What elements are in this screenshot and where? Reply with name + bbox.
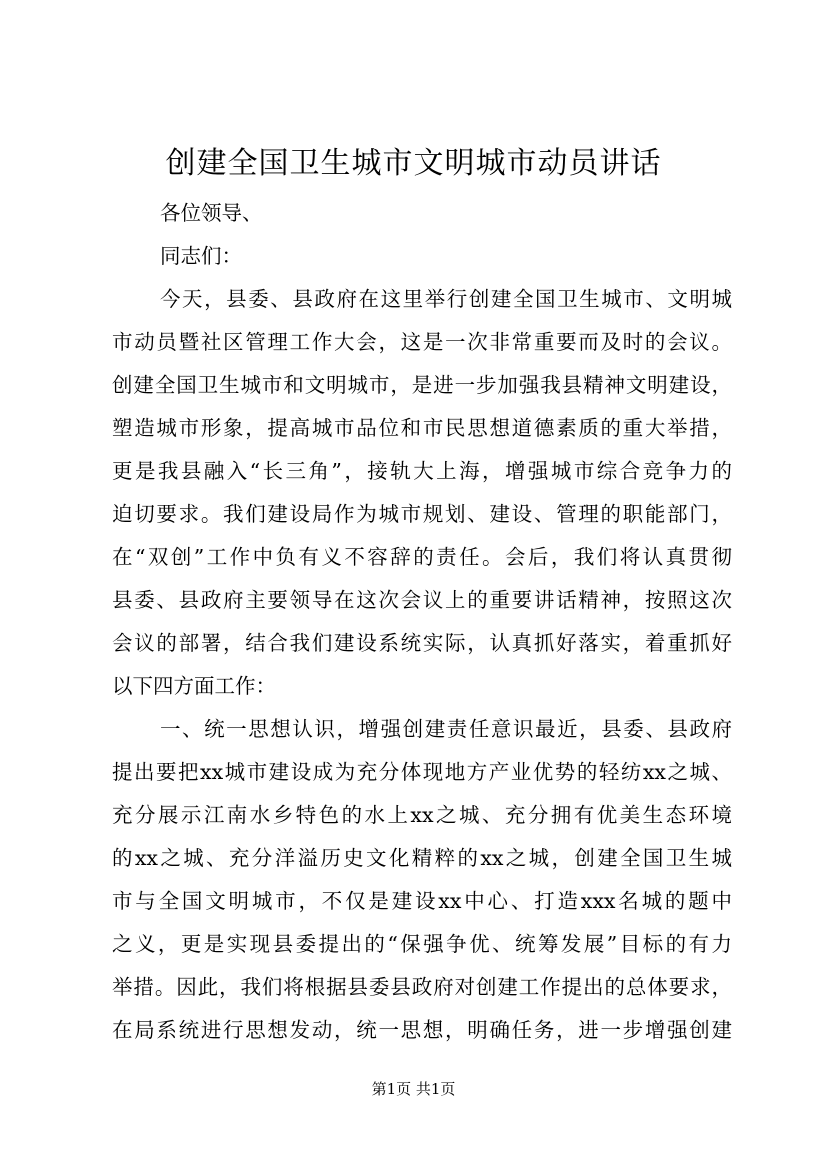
paragraph-line: 的xx之城、充分洋溢历史文化精粹的xx之城，创建全国卫生城 (112, 846, 732, 870)
paragraph-line: 在“双创”工作中负有义不容辞的责任。会后，我们将认真贯彻 (112, 545, 732, 569)
paragraph-line: 在局系统进行思想发动，统一思想，明确任务，进一步增强创建 (112, 1018, 732, 1042)
salutation-leaders: 各位领导、 (160, 201, 263, 225)
paragraph-line: 举措。因此，我们将根据县委县政府对创建工作提出的总体要求， (112, 975, 732, 999)
paragraph-line: 创建全国卫生城市和文明城市，是进一步加强我县精神文明建设， (112, 373, 732, 397)
document-title: 创建全国卫生城市文明城市动员讲话 (165, 146, 662, 181)
paragraph-line: 迫切要求。我们建设局作为城市规划、建设、管理的职能部门， (112, 502, 732, 526)
paragraph-line: 会议的部署，结合我们建设系统实际，认真抓好落实，着重抓好 (112, 631, 732, 655)
page-number-footer: 第1页 共1页 (371, 1080, 456, 1098)
salutation-comrades: 同志们： (160, 244, 242, 268)
paragraph-line: 以下四方面工作： (112, 674, 276, 698)
paragraph-line: 市与全国文明城市，不仅是建设xx中心、打造xxx名城的题中 (112, 889, 732, 913)
paragraph-line: 一、统一思想认识，增强创建责任意识最近，县委、县政府 (160, 717, 732, 741)
paragraph-line: 今天，县委、县政府在这里举行创建全国卫生城市、文明城 (160, 287, 732, 311)
paragraph-line: 提出要把xx城市建设成为充分体现地方产业优势的轻纺xx之城、 (112, 760, 732, 784)
paragraph-line: 更是我县融入“长三角”，接轨大上海，增强城市综合竞争力的 (112, 459, 732, 483)
paragraph-line: 之义，更是实现县委提出的“保强争优、统筹发展”目标的有力 (112, 932, 732, 956)
paragraph-line: 市动员暨社区管理工作大会，这是一次非常重要而及时的会议。 (112, 330, 732, 354)
paragraph-line: 县委、县政府主要领导在这次会议上的重要讲话精神，按照这次 (112, 588, 732, 612)
paragraph-line: 塑造城市形象，提高城市品位和市民思想道德素质的重大举措， (112, 416, 732, 440)
paragraph-line: 充分展示江南水乡特色的水上xx之城、充分拥有优美生态环境 (112, 803, 732, 827)
